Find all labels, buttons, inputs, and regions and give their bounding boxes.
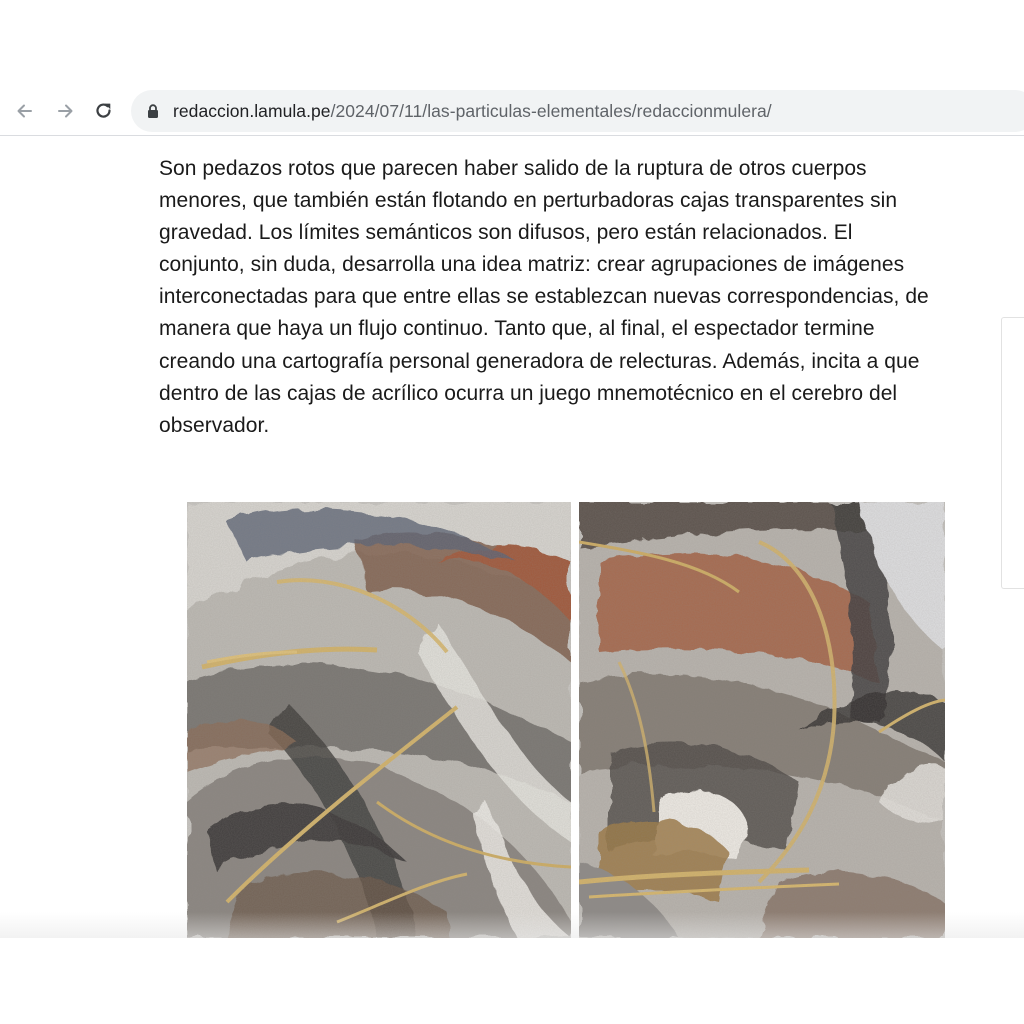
- url-path: /2024/07/11/las-particulas-elementales/redaccionmulera/: [330, 100, 772, 121]
- address-bar[interactable]: [131, 90, 1024, 132]
- paragraph-line: gravedad. Los límites semánticos son difusos, pero están relacionados. El: [159, 221, 853, 245]
- browser-toolbar: [0, 86, 1024, 136]
- forward-button[interactable]: [50, 96, 80, 126]
- forward-arrow-icon: [55, 101, 75, 121]
- artwork-image-right: [579, 502, 945, 938]
- paragraph-line: menores, que también están flotando en perturbadoras cajas transparentes sin: [159, 189, 898, 213]
- back-button[interactable]: [10, 96, 40, 126]
- paragraph-line: conjunto, sin duda, desarrolla una idea matriz: crear agrupaciones de imágenes: [159, 253, 905, 277]
- blank-area: [0, 938, 1024, 1024]
- paragraph-line: creando una cartografía personal generadora de relecturas. Además, incita a que: [159, 349, 920, 373]
- paragraph-line: Son pedazos rotos que parecen haber salido de la ruptura de otros cuerpos: [159, 157, 867, 180]
- reload-icon: [94, 101, 114, 121]
- paragraph-line: manera que haya un flujo continuo. Tanto que, al final, el espectador termine: [159, 317, 875, 341]
- artwork-image-left: [187, 502, 571, 938]
- article-paragraph: [159, 153, 974, 442]
- url-host: redaccion.lamula.pe: [173, 100, 331, 121]
- reload-button[interactable]: [89, 96, 119, 126]
- back-arrow-icon: [15, 101, 35, 121]
- paragraph-line: observador.: [159, 413, 270, 437]
- paragraph-line: dentro de las cajas de acrílico ocurra un juego mnemotécnico en el cerebro del: [159, 381, 898, 405]
- page-content: [0, 137, 1024, 938]
- lock-icon[interactable]: [147, 104, 159, 118]
- side-panel-edge: [1001, 317, 1024, 589]
- url-text[interactable]: [173, 101, 772, 122]
- artwork-diptych: [187, 502, 945, 938]
- paragraph-line: interconectadas para que entre ellas se establezcan nuevas correspondencias, de: [159, 285, 929, 309]
